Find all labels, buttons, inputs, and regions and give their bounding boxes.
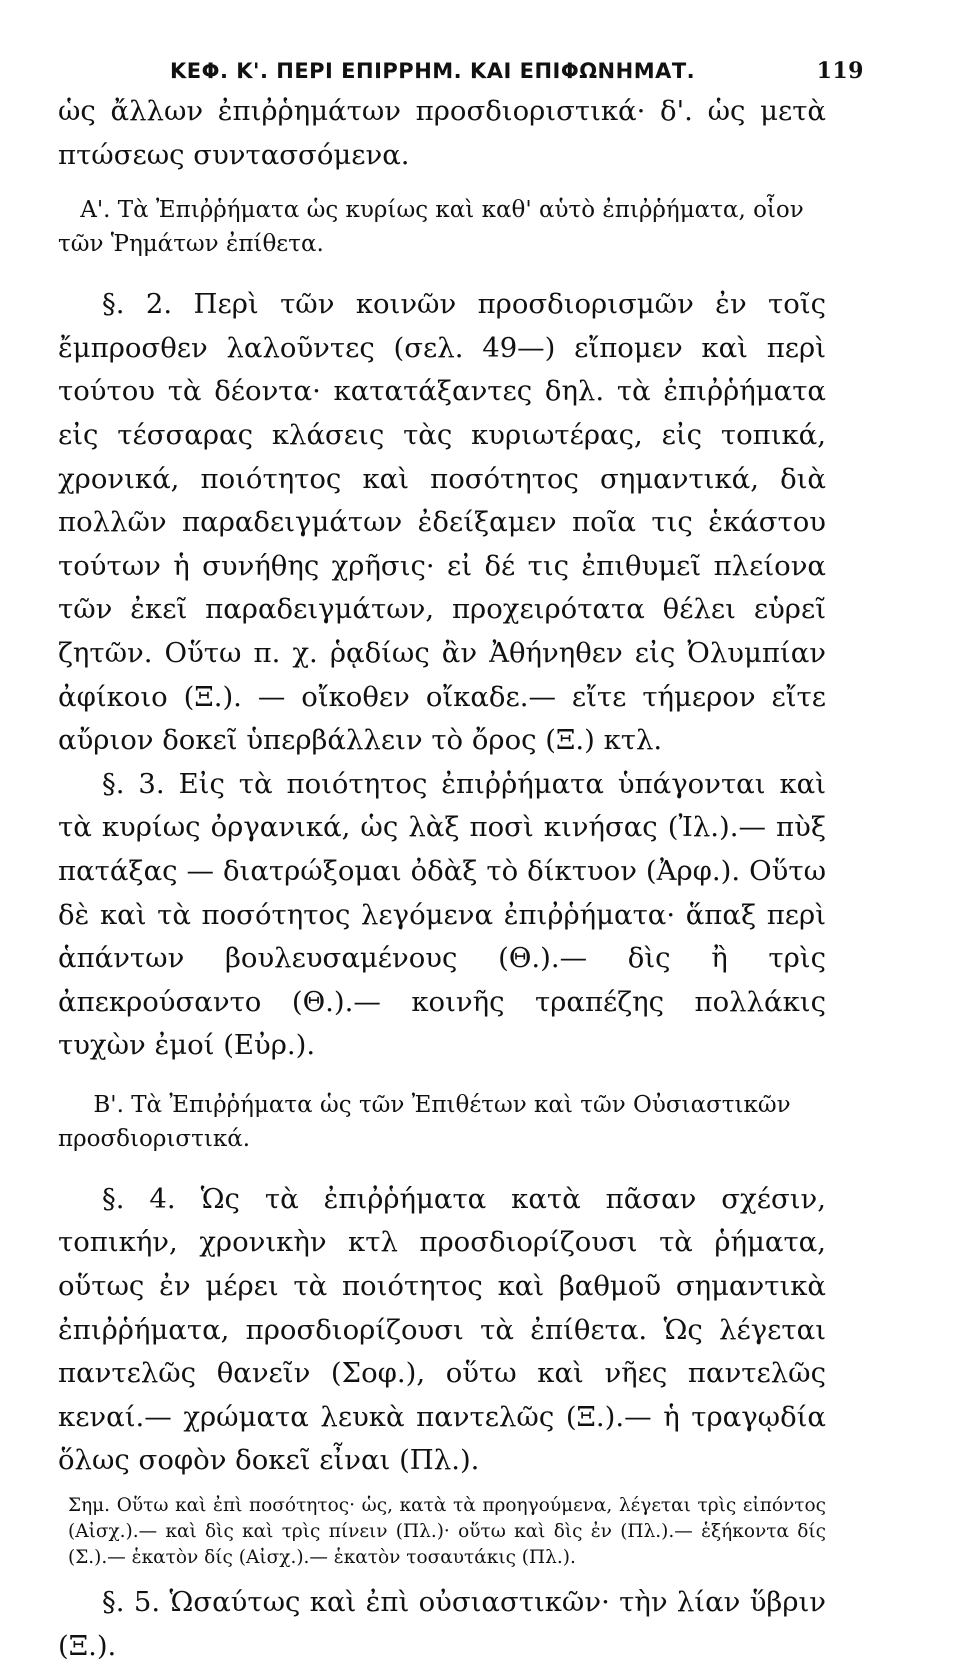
section-heading-a: Α'. Τὰ Ἐπιῤῥήματα ὡς κυρίως καὶ καθ' αὑτὸ ἐπιῤῥήματα, οἷον τῶν Ῥημάτων ἐπίθετα. bbox=[58, 197, 804, 258]
paragraph-continuation: ὡς ἄλλων ἐπιῤῥημάτων προσδιοριστικά· δ'. ὡς μετὰ πτώσεως συντασσόμενα. bbox=[58, 95, 826, 171]
page-body bbox=[58, 90, 826, 1668]
note-paragraph: Σημ. Οὕτω καὶ ἐπὶ ποσότητος· ὡς, κατὰ τὰ προηγούμενα, λέγεται τρὶς εἰπόντος (Αἰσχ.).— καὶ δὶς καὶ τρὶς πίνειν (Πλ.)· οὕτω καὶ δὶς ἐν (Πλ.).— ἑξήκοντα δίς (Σ.).— ἑκατὸν δίς (Αἰσχ.).— ἑκατὸν τοσαυτάκις (Πλ.). bbox=[68, 1495, 826, 1569]
section-heading-b: Β'. Τὰ Ἐπιῤῥήματα ὡς τῶν Ἐπιθέτων καὶ τῶν Οὐσιαστικῶν προσδιοριστικά. bbox=[58, 1091, 791, 1152]
chapter-title: ΚΕΦ. Κ'. ΠΕΡΙ ΕΠΙΡΡΗΜ. ΚΑΙ ΕΠΙΦΩΝΗΜΑΤ. bbox=[170, 59, 696, 83]
running-head bbox=[58, 58, 864, 84]
paragraph-section-3: §. 3. Εἰς τὰ ποιότητος ἐπιῤῥήματα ὑπάγονται καὶ τὰ κυρίως ὀργανικά, ὡς λὰξ ποσὶ κινήσας (Ἰλ.).— πὺξ πατάξας — διατρώξομαι ὀδὰξ τὸ δίκτυον (Ἀρφ.). Οὕτω δὲ καὶ τὰ ποσότητος λεγόμενα ἐπιῤῥήματα· ἅπαξ περὶ ἁπάντων βουλευσαμένους (Θ.).— δὶς ἢ τρὶς ἀπεκρούσαντο (Θ.).— κοινῆς τραπέζης πολλάκις τυχὼν ἐμοί (Εὐρ.). bbox=[58, 767, 826, 1062]
paragraph-section-5: §. 5. Ὡσαύτως καὶ ἐπὶ οὐσιαστικῶν· τὴν λίαν ὕβριν (Ξ.). bbox=[58, 1586, 826, 1662]
paragraph-section-4: §. 4. Ὡς τὰ ἐπιῤῥήματα κατὰ πᾶσαν σχέσιν, τοπικήν, χρονικὴν κτλ προσδιορίζουσι τὰ ῥήματα, οὕτως ἐν μέρει τὰ ποιότητος καὶ βαθμοῦ σημαντικὰ ἐπιῤῥήματα, προσδιορίζουσι τὰ ἐπίθετα. Ὡς λέγεται παντελῶς θανεῖν (Σοφ.), οὕτω καὶ νῆες παντελῶς κεναί.— χρώματα λευκὰ παντελῶς (Ξ.).— ἡ τραγῳδία ὅλως σοφὸν δοκεῖ εἶναι (Πλ.). bbox=[58, 1182, 826, 1477]
paragraph-section-2: §. 2. Περὶ τῶν κοινῶν προσδιορισμῶν ἐν τοῖς ἔμπροσθεν λαλοῦντες (σελ. 49—) εἴπομεν καὶ περὶ τούτου τὰ δέοντα· κατατάξαντες δηλ. τὰ ἐπιῤῥήματα εἰς τέσσαρας κλάσεις τὰς κυριωτέρας, εἰς τοπικά, χρονικά, ποιότητος καὶ ποσότητος σημαντικά, διὰ πολλῶν παραδειγμάτων ἐδείξαμεν ποῖα τις ἑκάστου τούτων ἡ συνήθης χρῆσις· εἰ δέ τις ἐπιθυμεῖ πλείονα τῶν ἐκεῖ παραδειγμάτων, προχειρότατα θέλει εὑρεῖ ζητῶν. Οὕτω π. χ. ῥᾳδίως ἂν Ἀθήνηθεν εἰς Ὀλυμπίαν ἀφίκοιο (Ξ.). — οἴκοθεν οἴκαδε.— εἴτε τήμερον εἴτε αὔριον δοκεῖ ὑπερβάλλειν τὸ ὄρος (Ξ.) κτλ. bbox=[58, 288, 826, 757]
page-number: 119 bbox=[816, 58, 864, 84]
